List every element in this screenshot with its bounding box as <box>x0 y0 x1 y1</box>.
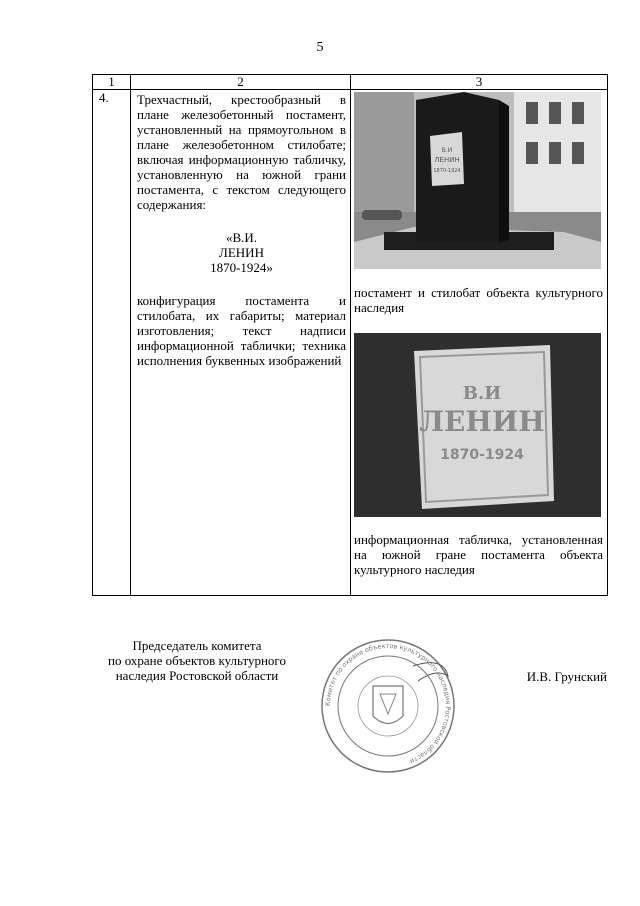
page-number: 5 <box>316 40 324 55</box>
column-header-3: 3 <box>351 75 608 90</box>
signatory-title-line-2: по охране объектов культурного <box>108 653 286 668</box>
signatory-title-line-3: наследия Ростовской области <box>115 668 279 683</box>
signatory-name: И.В. Грунский <box>526 669 607 684</box>
plaque-small-line-2: ЛЕНИН <box>434 156 460 164</box>
signatory-title-line-1: Председатель комитета <box>132 638 262 653</box>
photo1-caption: постамент и стилобат объекта культурного наследия <box>354 285 603 315</box>
signature-block <box>0 636 640 776</box>
signatory-title <box>92 638 302 683</box>
heritage-table <box>92 74 608 596</box>
seal-text: Комитет по охране объектов культурного наследия Ростовской области <box>323 641 453 766</box>
plaque-line-3: 1870-1924 <box>440 447 524 463</box>
inscription-text <box>137 230 346 275</box>
photo2-caption: информационная табличка, установленная на южной гране постамента объекта культурного наследия <box>354 532 603 577</box>
plaque-photo <box>354 333 601 517</box>
description-cell <box>131 90 351 596</box>
inscription-line-1: «В.И. <box>225 230 258 245</box>
plaque-small-line-1: В.И <box>441 147 453 154</box>
photos-cell <box>351 90 608 596</box>
pedestal-photo <box>354 92 601 269</box>
column-header-2: 2 <box>131 75 351 90</box>
plaque-line-2: ЛЕНИН <box>419 405 545 438</box>
plaque-line-1: В.И <box>462 383 502 404</box>
column-header-1: 1 <box>93 75 131 90</box>
table-header-row <box>93 75 608 90</box>
inscription-line-3: 1870-1924» <box>210 260 273 275</box>
row-number: 4. <box>93 90 131 596</box>
official-seal <box>318 636 458 776</box>
table-row <box>93 90 608 596</box>
inscription-line-2: ЛЕНИН <box>219 245 264 260</box>
plaque-small-line-3: 1870-1924 <box>433 168 461 174</box>
protection-subject: конфигурация постамента и стилобата, их габариты; материал изготовления; текст надписи информационной таблички; техника исполнения буквенных изображений <box>137 293 346 368</box>
object-description: Трехчастный, крестообразный в плане железобетонный постамент, установленный на прямоугольном в плане железобетонном стилобате; включая информационную табличку, установленную на южной грани постамента, с текстом следующего содержания: <box>137 92 346 212</box>
